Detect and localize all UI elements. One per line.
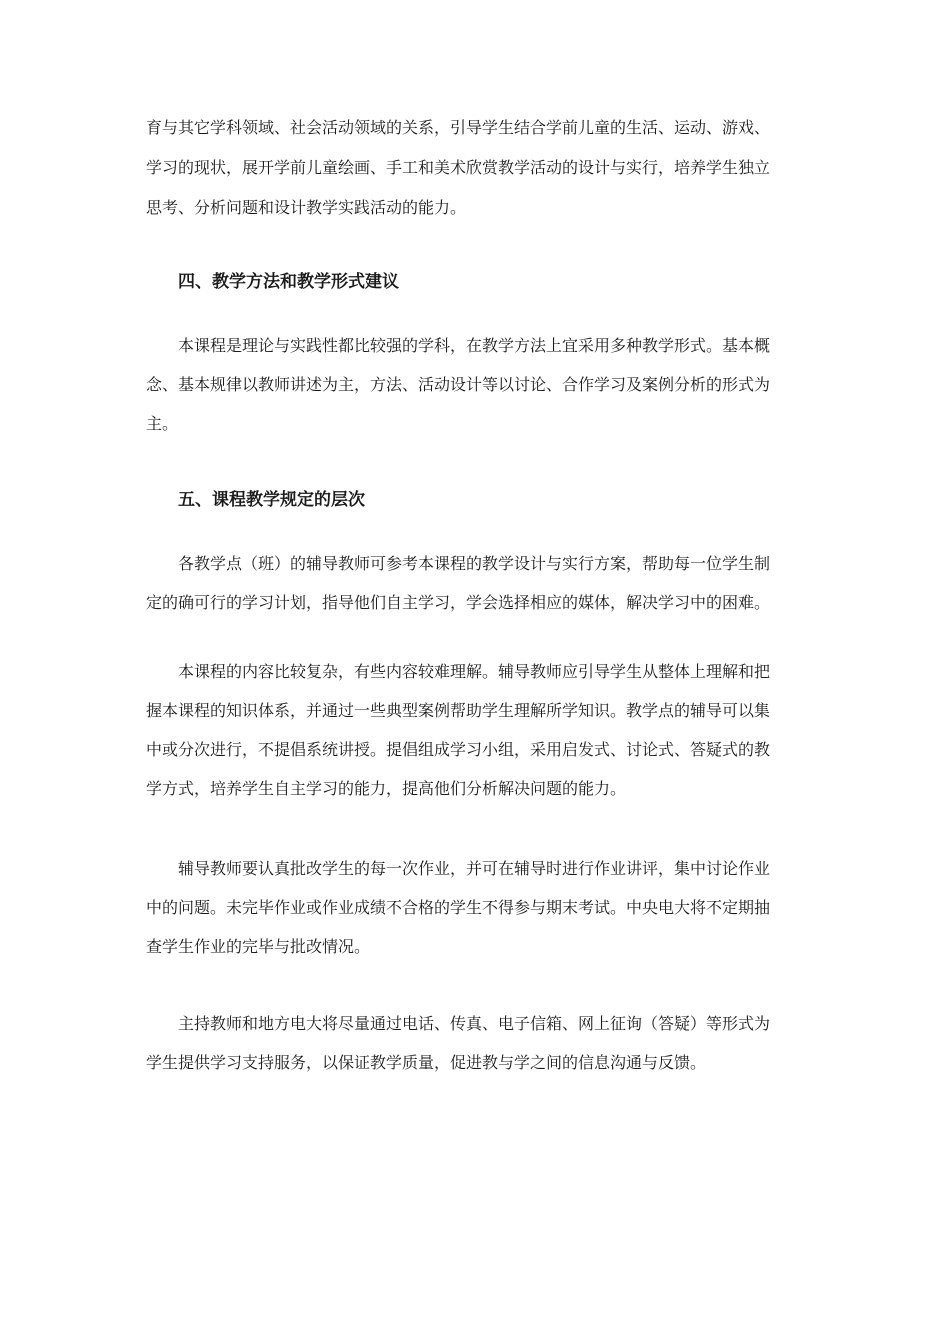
text-line: 中的问题。未完毕作业或作业成绩不合格的学生不得参与期末考试。中央电大将不定期抽 <box>146 898 771 917</box>
paragraph-section4 <box>146 332 806 438</box>
paragraph-section5-2 <box>146 658 806 803</box>
text-line: 主持教师和地方电大将尽量通过电话、传真、电子信箱、网上征询（答疑）等形式为 <box>178 1014 771 1033</box>
text-line: 握本课程的知识体系，并通过一些典型案例帮助学生理解所学知识。教学点的辅导可以集 <box>146 701 771 720</box>
section-heading-4: 四、教学方法和教学形式建议 <box>178 272 399 292</box>
text-line: 育与其它学科领域、社会活动领域的关系，引导学生结合学前儿童的生活、运动、游戏、 <box>146 118 771 137</box>
paragraph-intro <box>146 114 806 222</box>
text-line: 本课程是理论与实践性都比较强的学科，在教学方法上宜采用多种教学形式。基本概 <box>178 336 771 355</box>
text-line: 查学生作业的完毕与批改情况。 <box>146 937 371 956</box>
text-line: 思考、分析问题和设计教学实践活动的能力。 <box>146 198 467 217</box>
section-heading-5: 五、课程教学规定的层次 <box>178 490 365 510</box>
text-line: 本课程的内容比较复杂，有些内容较难理解。辅导教师应引导学生从整体上理解和把 <box>178 662 771 681</box>
text-line: 念、基本规律以教师讲述为主，方法、活动设计等以讨论、合作学习及案例分析的形式为 <box>146 375 771 394</box>
text-line: 学习的现状，展开学前儿童绘画、手工和美术欣赏教学活动的设计与实行，培养学生独立 <box>146 158 771 177</box>
text-line: 辅导教师要认真批改学生的每一次作业，并可在辅导时进行作业讲评，集中讨论作业 <box>178 859 771 878</box>
text-line: 各教学点（班）的辅导教师可参考本课程的教学设计与实行方案，帮助每一位学生制 <box>178 554 771 573</box>
paragraph-section5-1 <box>146 550 806 617</box>
text-line: 中或分次进行，不提倡系统讲授。提倡组成学习小组，采用启发式、讨论式、答疑式的教 <box>146 740 771 759</box>
text-line: 学方式，培养学生自主学习的能力，提高他们分析解决问题的能力。 <box>146 779 627 798</box>
text-line: 学生提供学习支持服务，以保证教学质量，促进教与学之间的信息沟通与反馈。 <box>146 1053 707 1072</box>
text-line: 定的确可行的学习计划，指导他们自主学习，学会选择相应的媒体，解决学习中的困难。 <box>146 593 771 612</box>
paragraph-section5-4 <box>146 1010 806 1077</box>
paragraph-section5-3 <box>146 855 806 961</box>
text-line: 主。 <box>146 414 179 433</box>
